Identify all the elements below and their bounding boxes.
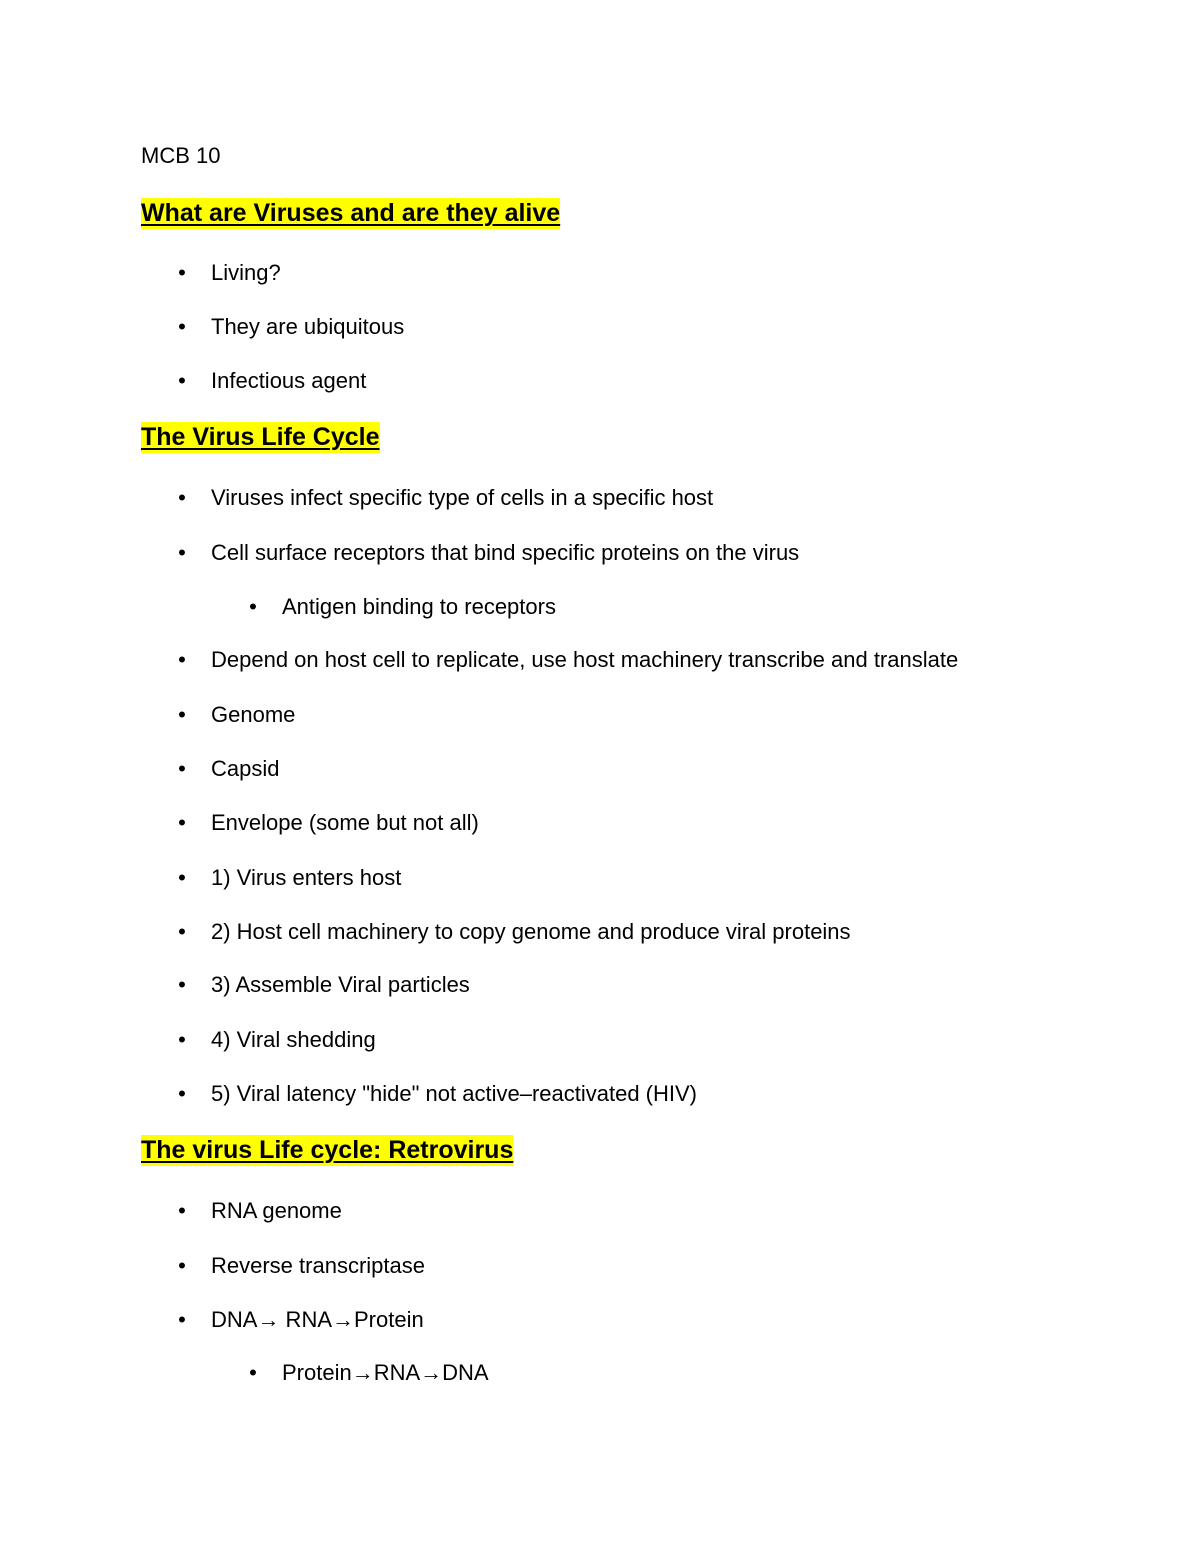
list-item-text: RNA genome	[211, 1198, 342, 1223]
bullet-icon: •	[178, 314, 186, 339]
section-heading-retrovirus	[141, 1134, 513, 1166]
list-item-text: 5) Viral latency "hide" not active–reactivated (HIV)	[211, 1081, 697, 1106]
bullet-icon: •	[178, 540, 186, 565]
bullet-icon: •	[178, 485, 186, 510]
list-item-text: 2) Host cell machinery to copy genome and produce viral proteins	[211, 919, 851, 944]
bullet-icon: •	[178, 368, 186, 393]
list-item-text: Infectious agent	[211, 368, 367, 393]
list-item-text: They are ubiquitous	[211, 314, 405, 339]
list-item-text: Reverse transcriptase	[211, 1253, 425, 1278]
bullet-icon: •	[178, 260, 186, 285]
bullet-icon: •	[249, 1360, 257, 1385]
section-heading-virus-life-cycle	[141, 421, 380, 453]
bullet-icon: •	[178, 647, 186, 672]
document-title: MCB 10	[141, 143, 221, 168]
list-item-text: Cell surface receptors that bind specific proteins on the virus	[211, 540, 800, 565]
bullet-icon: •	[178, 756, 186, 781]
bullet-icon: •	[178, 919, 186, 944]
bullet-icon: •	[178, 810, 186, 835]
list-item-text: Genome	[211, 702, 296, 727]
bullet-icon: •	[178, 1027, 186, 1052]
bullet-icon: •	[178, 702, 186, 727]
list-item-text: Antigen binding to receptors	[282, 594, 556, 619]
section-heading-viruses-alive	[141, 197, 560, 229]
list-item-text: DNA→ RNA→Protein	[211, 1307, 424, 1332]
bullet-icon: •	[178, 1253, 186, 1278]
bullet-icon: •	[178, 1198, 186, 1223]
heading-text: The Virus Life Cycle	[141, 423, 380, 451]
list-item-text: 4) Viral shedding	[211, 1027, 376, 1052]
list-item-text: Viruses infect specific type of cells in a specific host	[211, 485, 714, 510]
list-item-text: Capsid	[211, 756, 280, 781]
list-item-text: Protein→RNA→DNA	[282, 1360, 489, 1385]
bullet-icon: •	[178, 1081, 186, 1106]
list-item-text: 3) Assemble Viral particles	[211, 972, 470, 997]
list-item-text: Envelope (some but not all)	[211, 810, 479, 835]
bullet-icon: •	[249, 594, 257, 619]
list-item-text: Living?	[211, 260, 281, 285]
heading-text: The virus Life cycle: Retrovirus	[141, 1136, 514, 1164]
bullet-icon: •	[178, 972, 186, 997]
list-item-text: 1) Virus enters host	[211, 865, 402, 890]
list-item-text: Depend on host cell to replicate, use host machinery transcribe and translate	[211, 647, 959, 672]
bullet-icon: •	[178, 865, 186, 890]
bullet-icon: •	[178, 1307, 186, 1332]
heading-text: What are Viruses and are they alive	[141, 199, 561, 227]
